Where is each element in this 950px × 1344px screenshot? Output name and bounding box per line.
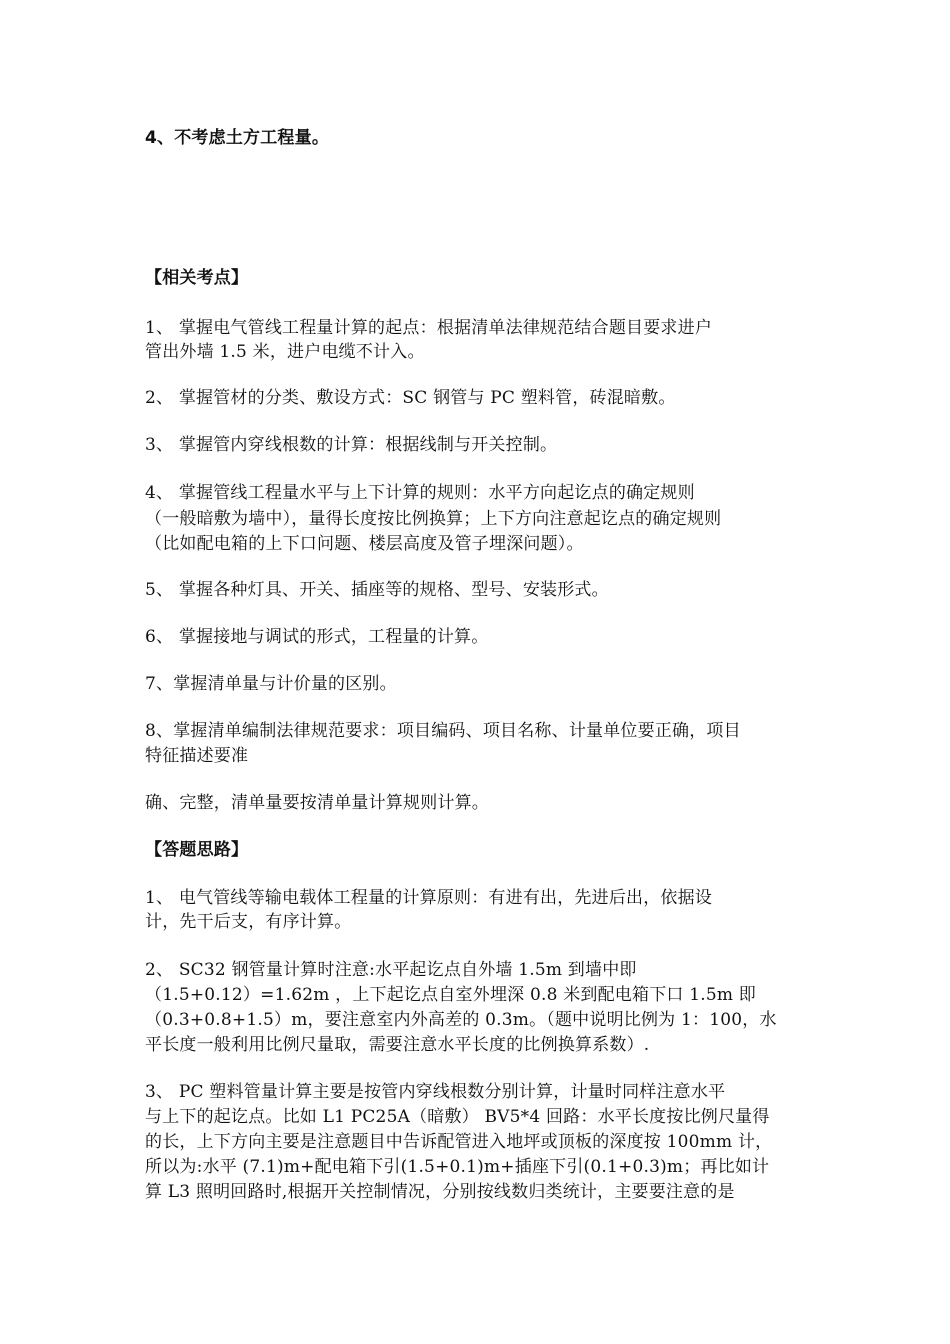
paragraph-line: 3、 掌握管内穿线根数的计算：根据线制与开关控制。 — [145, 435, 558, 455]
paragraph-line: （比如配电箱的上下口问题、楼层高度及管子埋深问题）。 — [145, 534, 584, 554]
paragraph-line: 确、完整，清单量要按清单量计算规则计算。 — [145, 793, 489, 813]
paragraph-line: 管出外墙 1.5 米，进户电缆不计入。 — [145, 342, 425, 362]
paragraph-line: 1、 电气管线等输电载体工程量的计算原则：有进有出，先进后出，依据设 — [145, 888, 713, 908]
section-heading-related-points: 【相关考点】 — [145, 268, 249, 288]
paragraph-line: 4、 掌握管线工程量水平与上下计算的规则：水平方向起讫点的确定规则 — [145, 483, 695, 503]
paragraph-line: 6、 掌握接地与调试的形式，工程量的计算。 — [145, 627, 489, 647]
paragraph-line: 与上下的起讫点。比如 L1 PC25A（暗敷） BV5*4 回路：水平长度按比例尺量得 — [145, 1107, 770, 1127]
paragraph-line: 2、 掌握管材的分类、敷设方式：SC 钢管与 PC 塑料管，砖混暗敷。 — [145, 388, 676, 408]
top-note: 4、不考虑土方工程量。 — [145, 128, 330, 148]
paragraph-line: 1、 掌握电气管线工程量计算的起点：根据清单法律规范结合题目要求进户 — [145, 318, 713, 338]
paragraph-line: （一般暗敷为墙中），量得长度按比例换算；上下方向注意起讫点的确定规则 — [145, 509, 722, 529]
paragraph-line: 所以为:水平 (7.1)m+配电箱下引(1.5+0.1)m+插座下引(0.1+0.3)m；再比如计 — [145, 1157, 770, 1177]
paragraph-line: 7、掌握清单量与计价量的区别。 — [145, 674, 397, 694]
paragraph-line: 5、 掌握各种灯具、开关、插座等的规格、型号、安装形式。 — [145, 580, 609, 600]
paragraph-line: 3、 PC 塑料管量计算主要是按管内穿线根数分别计算，计量时同样注意水平 — [145, 1082, 726, 1102]
paragraph-line: 算 L3 照明回路时,根据开关控制情况，分别按线数归类统计，主要要注意的是 — [145, 1182, 735, 1202]
paragraph-line: 计，先干后支，有序计算。 — [145, 912, 352, 932]
paragraph-line: 的长，上下方向主要是注意题目中告诉配管进入地坪或顶板的深度按 100mm 计， — [145, 1132, 773, 1152]
section-heading-answer-approach: 【答题思路】 — [145, 840, 249, 860]
paragraph-line: （0.3+0.8+1.5）m，要注意室内外高差的 0.3m。（题中说明比例为 1：100，水 — [145, 1010, 777, 1030]
paragraph-line: 特征描述要准 — [145, 746, 249, 766]
paragraph-line: 2、 SC32 钢管量计算时注意:水平起讫点自外墙 1.5m 到墙中即 — [145, 960, 637, 980]
paragraph-line: 平长度一般利用比例尺量取，需要注意水平长度的比例换算系数）. — [145, 1035, 650, 1055]
paragraph-line: （1.5+0.12）=1.62m ，上下起讫点自室外埋深 0.8 米到配电箱下口 1.5m 即 — [145, 985, 756, 1005]
paragraph-line: 8、掌握清单编制法律规范要求：项目编码、项目名称、计量单位要正确，项目 — [145, 721, 741, 741]
